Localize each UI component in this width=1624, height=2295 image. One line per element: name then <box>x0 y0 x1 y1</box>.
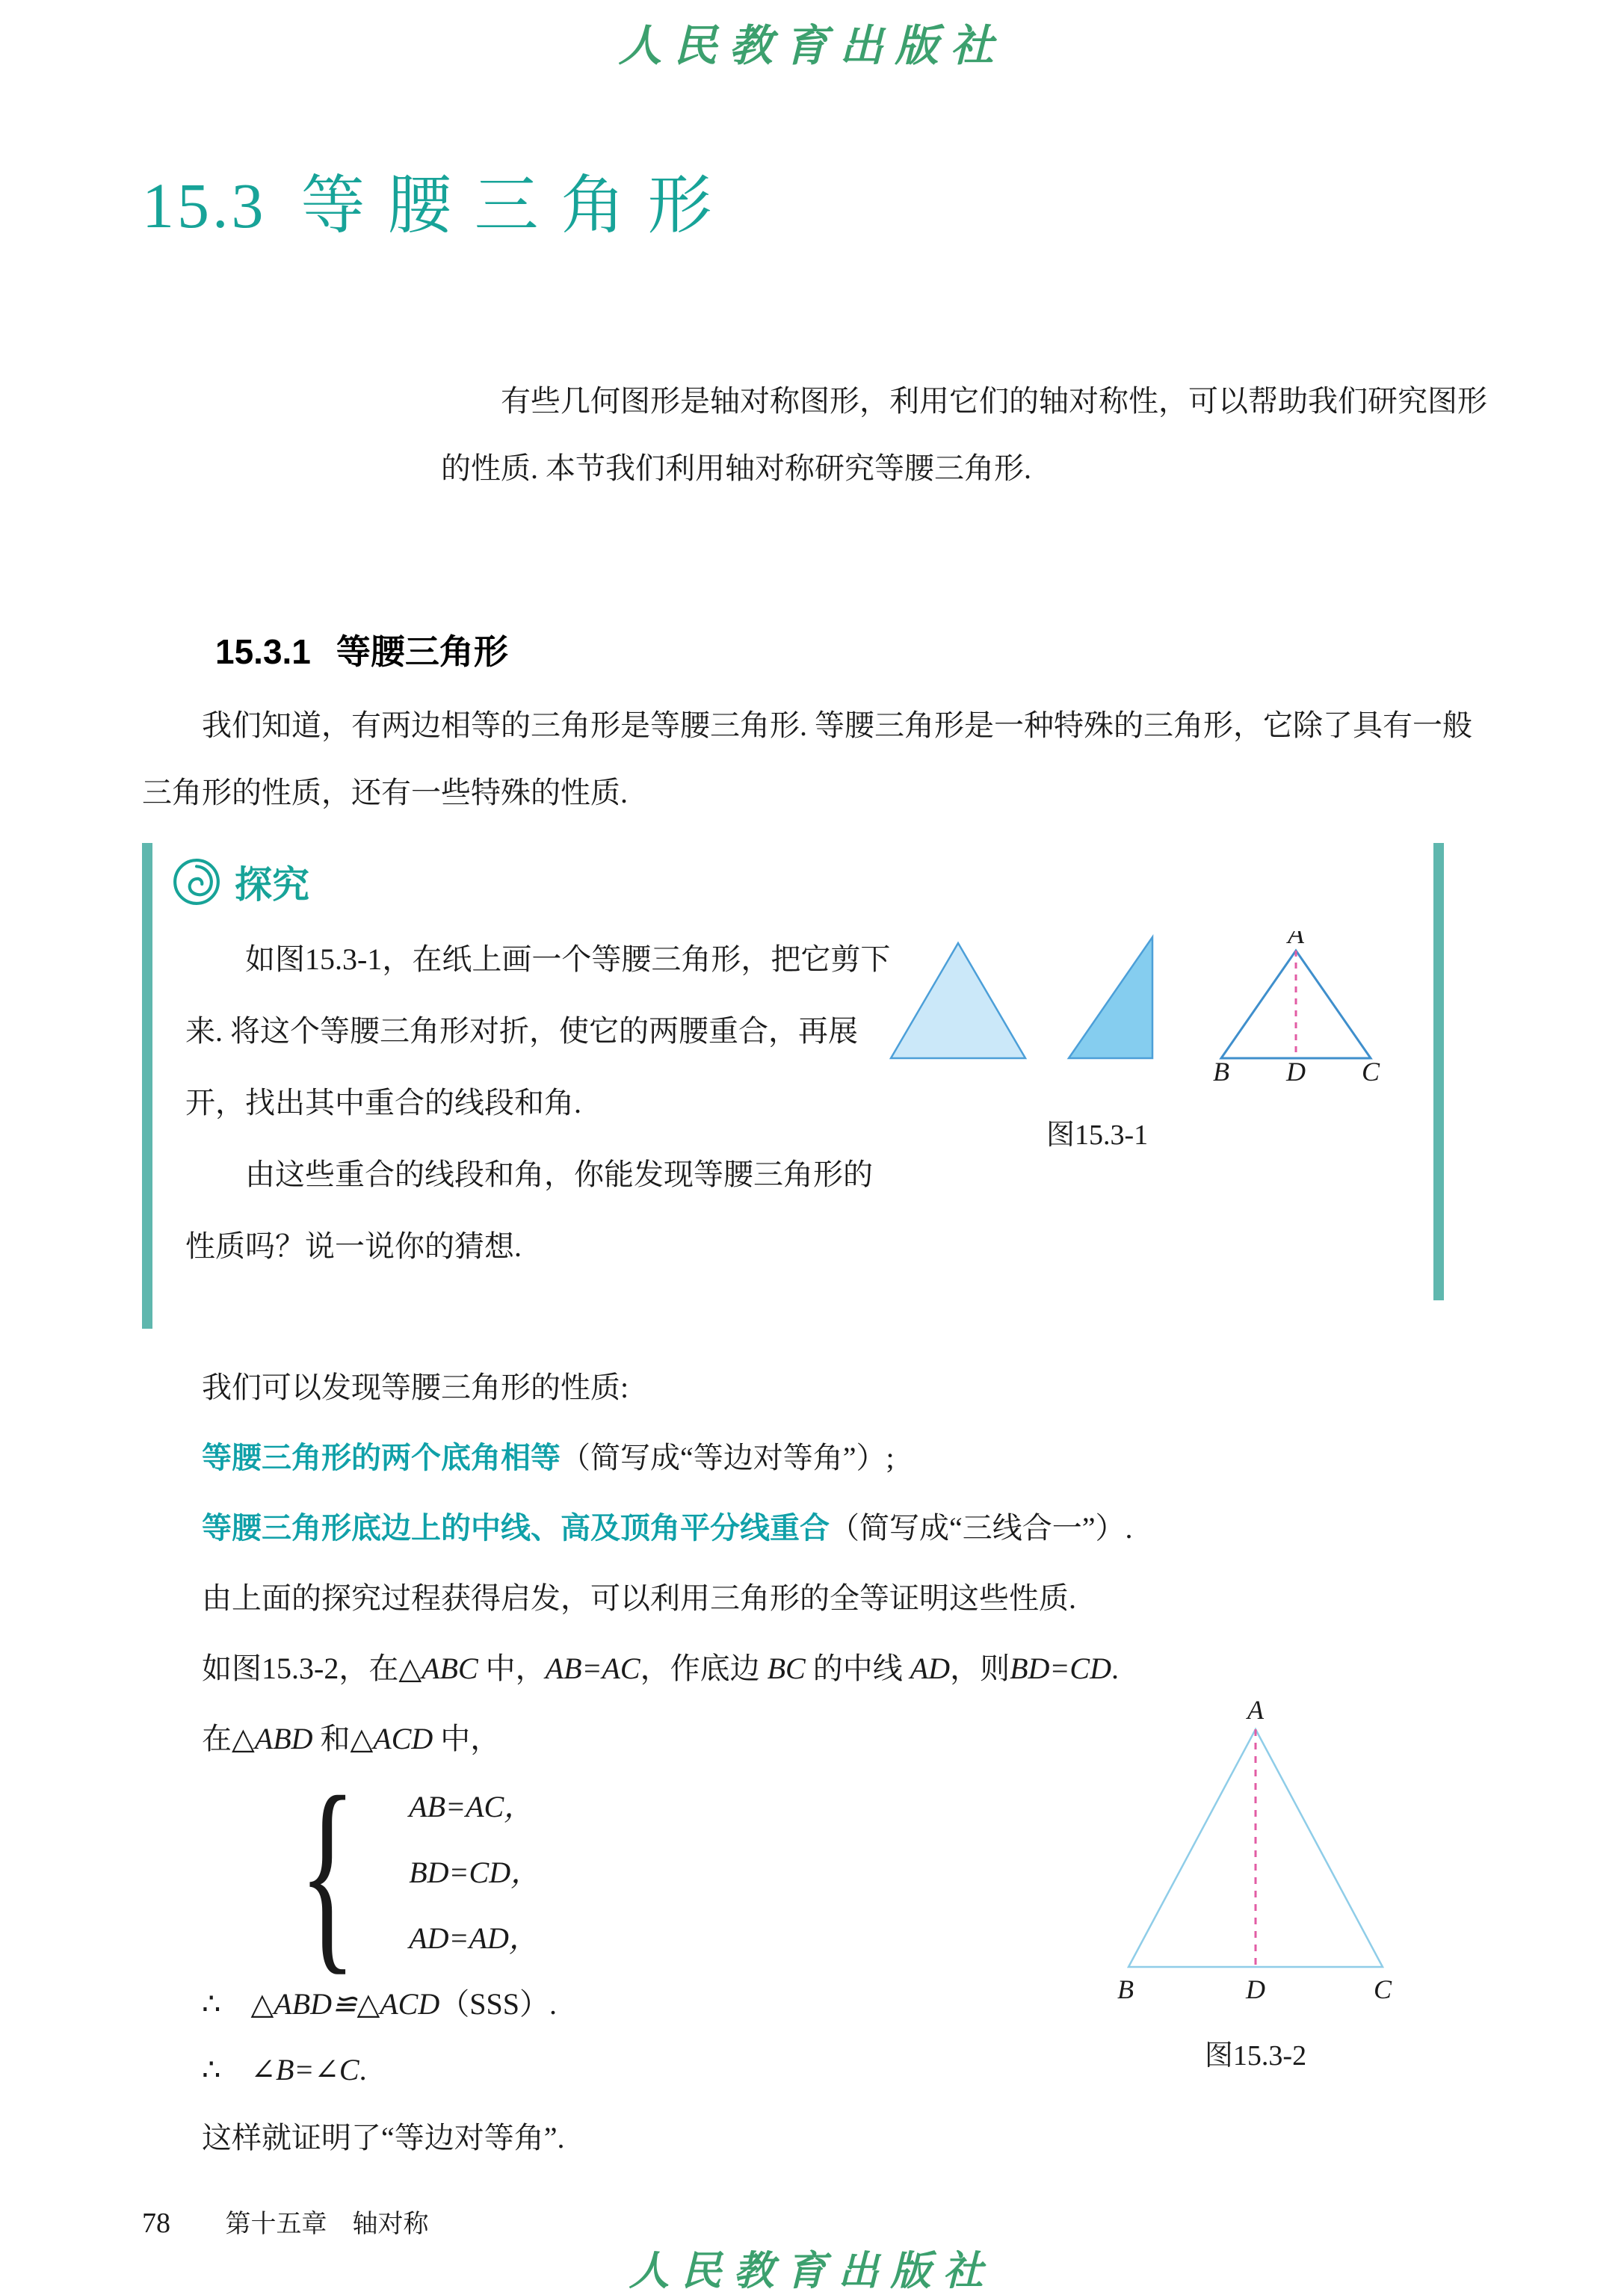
explore-paragraph-2: 由这些重合的线段和角，你能发现等腰三角形的性质吗？说一说你的猜想. <box>185 1158 873 1263</box>
page-number: 78 <box>142 2208 170 2239</box>
conclusion-angles: ∴ ∠B=∠C. <box>202 2053 367 2086</box>
properties-hint: 由上面的探究过程获得启发，可以利用三角形的全等证明这些性质. <box>202 1581 1076 1615</box>
explore-text <box>185 924 895 1282</box>
chapter-title: 第十五章 轴对称 <box>225 2210 429 2238</box>
subsection-number: 15.3.1 <box>215 632 311 671</box>
publisher-footer: 人民教育出版社 <box>629 2246 995 2294</box>
page-footer <box>142 2203 429 2240</box>
publisher-header: 人民教育出版社 <box>618 20 1006 71</box>
figure1-drawing <box>889 931 1383 1084</box>
figure2-drawing <box>1114 1698 1398 2012</box>
isosceles-triangle-filled <box>891 943 1025 1058</box>
property-line-2: 等腰三角形底边上的中线、高及顶角平分线重合（简写成“三线合一”）. <box>202 1511 1133 1545</box>
section-number: 15.3 <box>142 170 267 241</box>
figure1-caption: 图15.3-1 <box>1046 1119 1149 1151</box>
explore-box <box>142 843 1444 1329</box>
vertex-label-a: A <box>1288 931 1304 949</box>
paragraph-know: 我们知道，有两边相等的三角形是等腰三角形. 等腰三角形是一种特殊的三角形，它除了具有一般三角形的性质，还有一些特殊的性质. <box>142 708 1472 809</box>
folded-half-triangle <box>1069 937 1152 1058</box>
conclusion-congruent: ∴ △ABD≌△ACD（SSS）. <box>202 1987 557 2021</box>
equation-column <box>409 1774 540 1971</box>
explore-header <box>172 855 309 909</box>
figure-15-3-1 <box>889 931 1412 1152</box>
proof-final-line: 这样就证明了“等边对等角”. <box>202 2121 565 2155</box>
vertex-label-c: C <box>1373 1974 1392 2004</box>
proof-setup-line: 如图15.3-2，在△ABC 中，AB=AC，作底边 BC 的中线 AD，则BD=CD. <box>202 1652 1119 1685</box>
equation-3: AD=AD， <box>409 1921 539 1955</box>
explore-paragraph-1: 如图15.3-1，在纸上画一个等腰三角形，把它剪下来. 将这个等腰三角形对折，使它的两腰重合，再展开，找出其中重合的线段和角. <box>185 942 891 1119</box>
section-title <box>142 153 735 246</box>
explore-right-bar <box>1433 843 1444 1300</box>
explore-icon <box>172 857 221 906</box>
subsection-title-text: 等腰三角形 <box>336 632 508 671</box>
subsection-title <box>215 625 508 674</box>
equation-2: BD=CD， <box>409 1856 541 1889</box>
explore-left-bar <box>142 843 152 1329</box>
vertex-label-a: A <box>1247 1698 1264 1725</box>
vertex-label-d: D <box>1286 1057 1306 1084</box>
system-brace: { <box>299 1752 356 1992</box>
section-title-text: 等腰三角形 <box>300 170 735 241</box>
intro-paragraph: 有些几何图形是轴对称图形，利用它们的轴对称性，可以帮助我们研究图形的性质. 本节我们利用轴对称研究等腰三角形. <box>441 384 1487 485</box>
vertex-label-c: C <box>1361 1057 1380 1084</box>
vertex-label-b: B <box>1213 1057 1229 1084</box>
figure-15-3-2 <box>1114 1698 1398 2073</box>
vertex-label-b: B <box>1117 1974 1134 2004</box>
equation-1: AB=AC， <box>409 1790 534 1823</box>
property-line-1: 等腰三角形的两个底角相等（简写成“等边对等角”）; <box>202 1441 895 1474</box>
properties-intro: 我们可以发现等腰三角形的性质: <box>202 1371 629 1404</box>
vertex-label-d: D <box>1246 1974 1265 2004</box>
explore-label: 探究 <box>235 864 309 906</box>
proof-in-triangles-line: 在△ABD 和△ACD 中， <box>202 1722 501 1755</box>
figure2-caption: 图15.3-2 <box>1204 2040 1307 2072</box>
